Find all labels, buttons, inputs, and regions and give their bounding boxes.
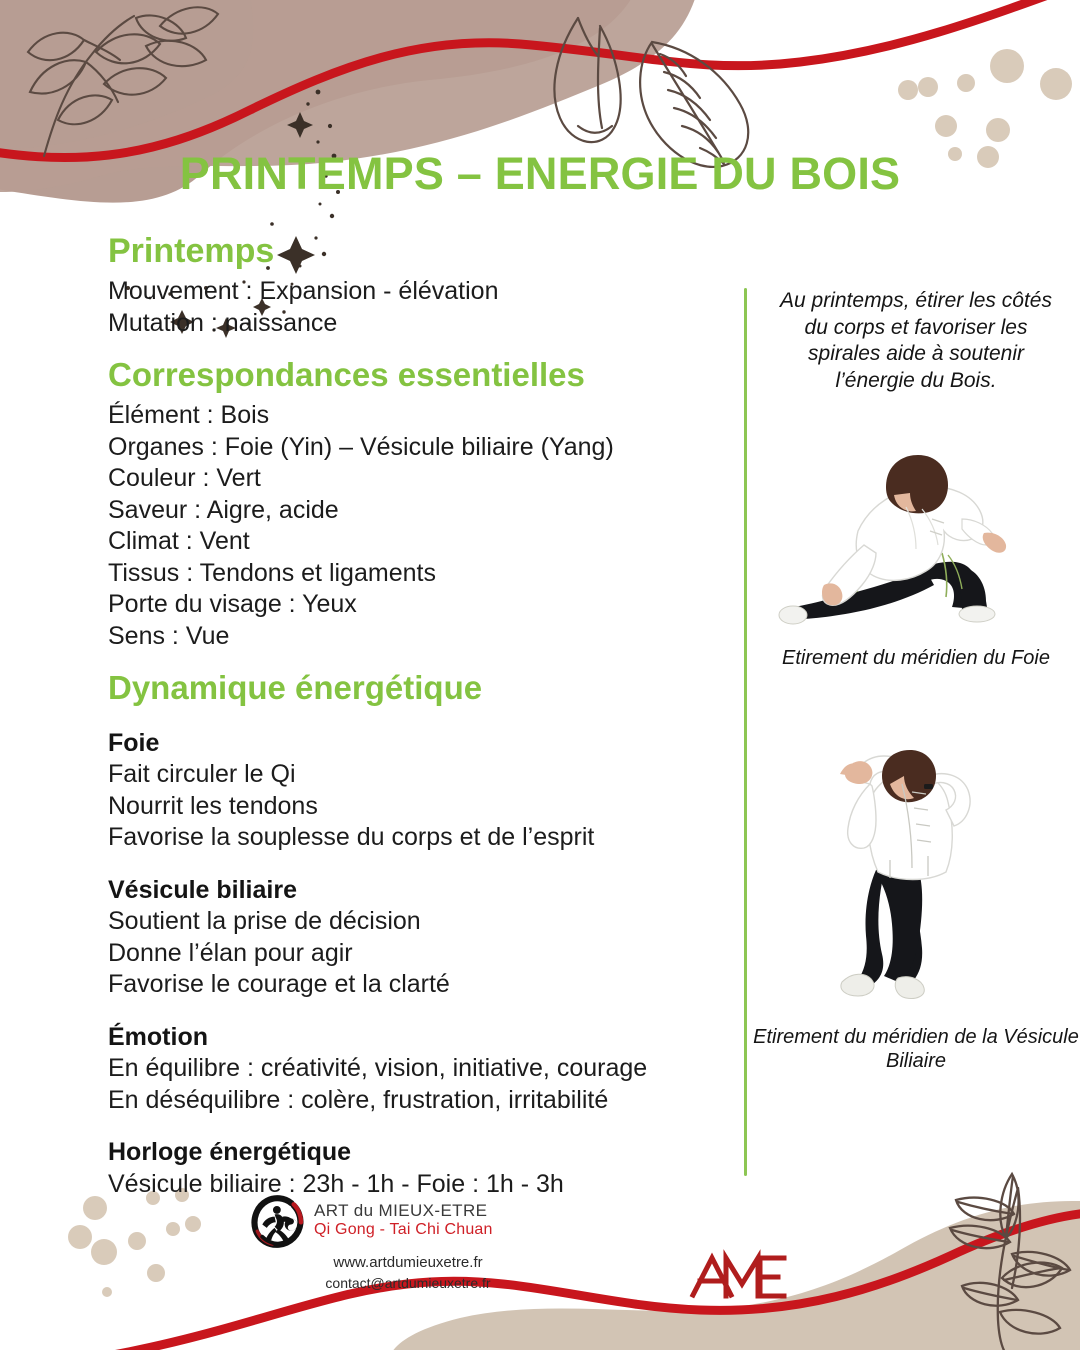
emotion-line-0: En équilibre : créativité, vision, initiative, courage [108, 1054, 648, 1083]
vesicule-line-2: Favorise le courage et la clarté [108, 970, 450, 999]
website-url[interactable]: www.artdumieuxetre.fr [333, 1254, 483, 1271]
foie-line-2: Favorise la souplesse du corps et de l’esprit [108, 823, 595, 852]
qigong-gallbladder-meridian-stretch-photo [806, 714, 1026, 1014]
spacer [108, 854, 738, 874]
spacer [108, 656, 738, 670]
section-dynamique [108, 670, 738, 1200]
photo-block-gallbladder [752, 714, 1080, 1074]
spacer [108, 343, 738, 357]
section-correspondances [108, 357, 738, 652]
ame-watermark [693, 1258, 784, 1296]
group-title-horloge: Horloge énergétique [108, 1138, 352, 1167]
group-title-vesicule: Vésicule biliaire [108, 875, 297, 904]
foie-line-1: Nourrit les tendons [108, 791, 318, 820]
brand-tagline: Qi Gong - Tai Chi Chuan [314, 1220, 493, 1238]
spacer [108, 1116, 738, 1136]
group-title-emotion: Émotion [108, 1022, 208, 1051]
group-horloge [108, 1136, 738, 1200]
page-title: PRINTEMPS – ENERGIE DU BOIS [179, 148, 901, 199]
printemps-line-0: Mouvement : Expansion - élévation [108, 277, 499, 306]
photo-caption-liver: Etirement du méridien du Foie [782, 646, 1050, 669]
correspondance-line-6: Porte du visage : Yeux [108, 590, 357, 619]
spacer [108, 713, 738, 727]
emotion-line-1: En déséquilibre : colère, frustration, irritabilité [108, 1085, 609, 1114]
logo-wordmark [314, 1202, 493, 1238]
right-content-column [752, 288, 1080, 1074]
section-heading-printemps: Printemps [108, 232, 275, 270]
email-address[interactable]: contact@artdumieuxetre.fr [325, 1274, 491, 1291]
horloge-line-0: Vésicule biliaire : 23h - 1h - Foie : 1h - 3h [108, 1169, 564, 1198]
section-heading-dynamique: Dynamique énergétique [108, 669, 483, 707]
correspondance-line-2: Couleur : Vert [108, 464, 261, 493]
group-title-foie: Foie [108, 728, 160, 757]
seasonal-advice-quote: Au printemps, étirer les côtés du corps et favoriser les spirales aide à soutenir l’énergie du Bois. [780, 289, 1052, 392]
correspondance-line-0: Élément : Bois [108, 401, 270, 430]
spacer [108, 1001, 738, 1021]
vesicule-line-0: Soutient la prise de décision [108, 907, 421, 936]
art-du-mieux-etre-logo-icon [250, 1192, 306, 1248]
brand-name: ART du MIEUX-ETRE [314, 1201, 488, 1221]
photo-block-liver [752, 435, 1080, 670]
vesicule-line-1: Donne l’élan pour agir [108, 938, 353, 967]
foie-line-0: Fait circuler le Qi [108, 760, 296, 789]
correspondance-line-4: Climat : Vent [108, 527, 250, 556]
printemps-line-1: Mutation : naissance [108, 308, 338, 337]
group-emotion [108, 1021, 738, 1117]
left-content-column [108, 232, 738, 1204]
correspondance-line-7: Sens : Vue [108, 621, 230, 650]
photo-caption-gallbladder: Etirement du méridien de la Vésicule Biliaire [753, 1026, 1079, 1073]
group-vesicule [108, 874, 738, 1001]
correspondance-line-5: Tissus : Tendons et ligaments [108, 558, 436, 587]
correspondance-line-3: Saveur : Aigre, acide [108, 495, 339, 524]
logo-row [250, 1192, 510, 1248]
column-divider [744, 288, 747, 1176]
qigong-liver-meridian-stretch-photo [766, 435, 1066, 635]
contact-info [250, 1253, 510, 1293]
footer-branding [250, 1192, 510, 1293]
section-printemps [108, 232, 738, 339]
correspondance-line-1: Organes : Foie (Yin) – Vésicule biliaire (Yang) [108, 432, 614, 461]
group-foie [108, 727, 738, 854]
section-heading-correspondances: Correspondances essentielles [108, 356, 585, 394]
